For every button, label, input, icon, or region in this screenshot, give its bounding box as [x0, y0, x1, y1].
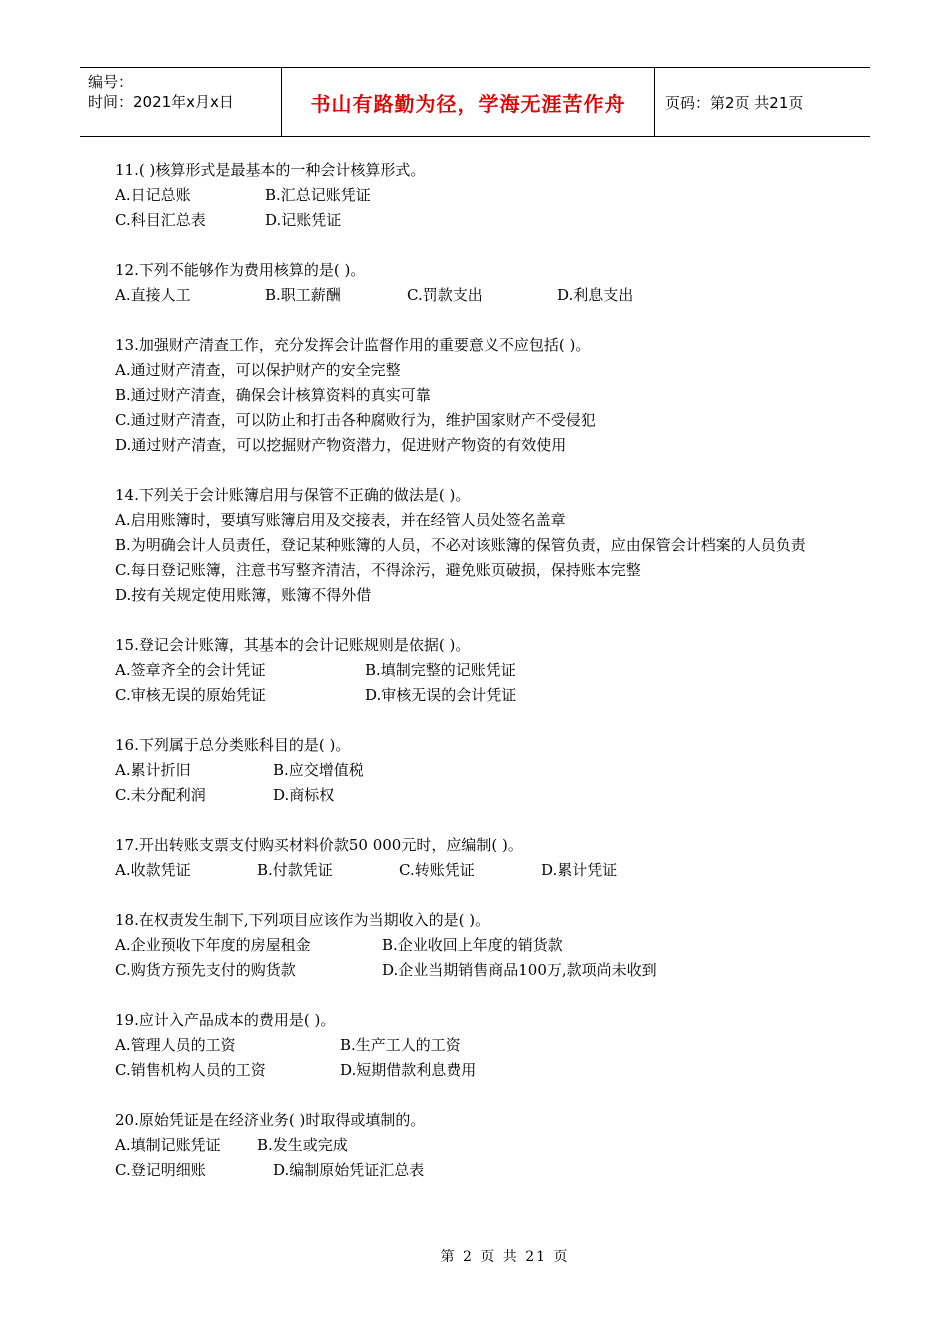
option-item: C.登记明细账 [115, 1161, 206, 1179]
question-stem: 19.应计入产品成本的费用是( )。 [115, 1011, 336, 1029]
option-item: B.应交增值税 [273, 761, 364, 779]
option-item: C.审核无误的原始凭证 [115, 686, 266, 704]
option-row [115, 533, 845, 558]
question-stem: 12.下列不能够作为费用核算的是( )。 [115, 261, 366, 279]
question-18 [115, 908, 845, 983]
option-item: B.填制完整的记账凭证 [365, 661, 516, 679]
option-item: B.汇总记账凭证 [265, 186, 371, 204]
question-12 [115, 258, 845, 308]
page-header [80, 67, 870, 137]
option-row [115, 683, 845, 708]
option-item: A.启用账簿时，要填写账簿启用及交接表，并在经管人员处签名盖章 [115, 511, 566, 529]
option-row [115, 433, 845, 458]
question-stem: 17.开出转账支票支付购买材料价款50 000元时，应编制( )。 [115, 836, 523, 854]
question-stem: 18.在权责发生制下,下列项目应该作为当期收入的是( )。 [115, 911, 491, 929]
option-row [115, 558, 845, 583]
serial-label: 编号： [88, 73, 134, 91]
question-stem: 20.原始凭证是在经济业务( )时取得或填制的。 [115, 1111, 426, 1129]
option-item: C.每日登记账簿，注意书写整齐清洁，不得涂污，避免账页破损，保持账本完整 [115, 561, 641, 579]
option-item: A.管理人员的工资 [115, 1036, 236, 1054]
option-item: C.罚款支出 [407, 286, 483, 304]
option-item: B.发生或完成 [257, 1136, 348, 1154]
option-item: C.未分配利润 [115, 786, 206, 804]
option-item: A.通过财产清查，可以保护财产的安全完整 [115, 361, 401, 379]
option-row [115, 408, 845, 433]
header-page-label: 页码：第2页 共21页 [665, 93, 804, 112]
question-stem: 11.( )核算形式是最基本的一种会计核算形式。 [115, 161, 426, 179]
option-item: C.购货方预先支付的购货款 [115, 961, 296, 979]
option-row [115, 283, 845, 308]
option-item: A.累计折旧 [115, 761, 191, 779]
option-item: D.商标权 [273, 786, 335, 804]
option-item: B.生产工人的工资 [340, 1036, 461, 1054]
option-item: B.为明确会计人员责任，登记某种账簿的人员，不必对该账簿的保管负责，应由保管会计档案的人员负责 [115, 536, 806, 554]
question-17 [115, 833, 845, 883]
option-item: A.直接人工 [115, 286, 191, 304]
option-item: C.通过财产清查，可以防止和打击各种腐败行为，维护国家财产不受侵犯 [115, 411, 596, 429]
option-item: B.企业收回上年度的销货款 [382, 936, 563, 954]
question-stem: 13.加强财产清查工作，充分发挥会计监督作用的重要意义不应包括( )。 [115, 336, 591, 354]
question-14 [115, 483, 845, 608]
option-row [115, 508, 845, 533]
option-row [115, 583, 845, 608]
option-row [115, 783, 845, 808]
option-item: A.签章齐全的会计凭证 [115, 661, 266, 679]
option-row [115, 358, 845, 383]
time-label: 时间：2021年x月x日 [88, 93, 234, 111]
question-16 [115, 733, 845, 808]
option-item: D.利息支出 [557, 286, 634, 304]
option-item: C.销售机构人员的工资 [115, 1061, 266, 1079]
option-item: D.短期借款利息费用 [340, 1061, 477, 1079]
question-19 [115, 1008, 845, 1083]
option-item: B.付款凭证 [257, 861, 333, 879]
option-row [115, 958, 845, 983]
question-13 [115, 333, 845, 458]
option-item: D.企业当期销售商品100万,款项尚未收到 [382, 961, 657, 979]
option-item: C.科目汇总表 [115, 211, 206, 229]
option-row [115, 933, 845, 958]
header-motto: 书山有路勤为径，学海无涯苦作舟 [282, 68, 655, 136]
option-row [115, 1033, 845, 1058]
option-item: A.企业预收下年度的房屋租金 [115, 936, 311, 954]
option-row [115, 858, 845, 883]
question-20 [115, 1108, 845, 1183]
option-item: D.记账凭证 [265, 211, 342, 229]
option-item: B.通过财产清查，确保会计核算资料的真实可靠 [115, 386, 431, 404]
option-item: D.通过财产清查，可以挖掘财产物资潜力，促进财产物资的有效使用 [115, 436, 567, 454]
question-list [115, 158, 845, 1208]
option-row [115, 658, 845, 683]
question-stem: 15.登记会计账簿，其基本的会计记账规则是依据( )。 [115, 636, 471, 654]
question-11 [115, 158, 845, 233]
header-meta [80, 68, 282, 136]
option-item: A.日记总账 [115, 186, 191, 204]
question-stem: 14.下列关于会计账簿启用与保管不正确的做法是( )。 [115, 486, 471, 504]
option-item: D.编制原始凭证汇总表 [273, 1161, 425, 1179]
option-item: D.按有关规定使用账簿，账簿不得外借 [115, 586, 372, 604]
option-row [115, 1058, 845, 1083]
option-row [115, 183, 845, 208]
option-row [115, 758, 845, 783]
option-item: A.填制记账凭证 [115, 1136, 221, 1154]
option-row [115, 208, 845, 233]
option-item: B.职工薪酬 [265, 286, 341, 304]
option-row [115, 383, 845, 408]
option-item: D.累计凭证 [541, 861, 618, 879]
option-item: A.收款凭证 [115, 861, 191, 879]
question-stem: 16.下列属于总分类账科目的是( )。 [115, 736, 351, 754]
option-row [115, 1133, 845, 1158]
question-15 [115, 633, 845, 708]
option-item: D.审核无误的会计凭证 [365, 686, 517, 704]
option-row [115, 1158, 845, 1183]
page-footer: 第 2 页 共 21 页 [440, 1249, 570, 1265]
option-item: C.转账凭证 [399, 861, 475, 879]
